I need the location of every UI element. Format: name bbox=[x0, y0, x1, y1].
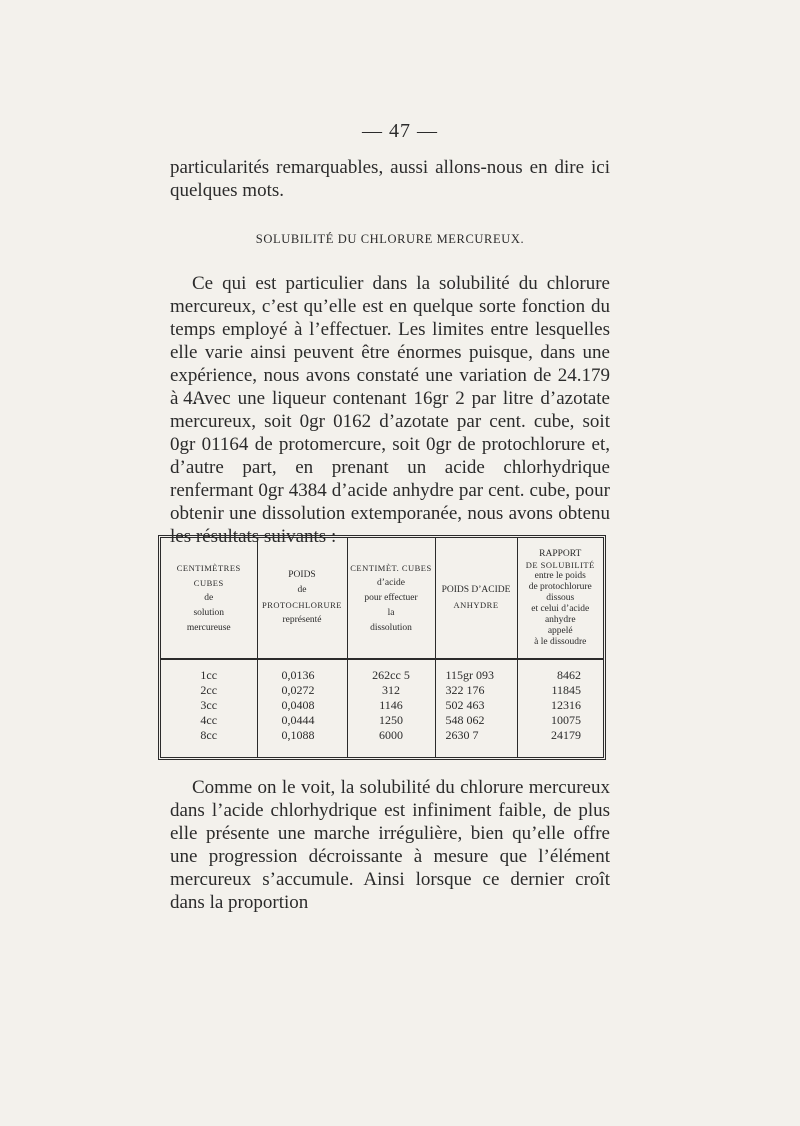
table-cell: 2cc bbox=[200, 683, 218, 697]
table-cell: 115gr 093 bbox=[445, 668, 495, 682]
table-cell: 10075 bbox=[551, 713, 581, 727]
paragraph-experiment: Avec une liqueur contenant 16gr 2 par litre d’azotate mercureux, soit 0gr 0162 d’azotate par cent. cube, soit 0gr 01164 de protomercure, soit 0gr de protochlorure et, d’autre part, en prenant un acide chlorhydrique renfermant 0gr 4384 d’acide anhydre par cent. cube, pour obtenir une dissolution extemporanée, nous avons obtenu les résultats suivants : bbox=[170, 388, 610, 547]
table-cell: 2630 7 bbox=[445, 728, 479, 742]
page-number: — 47 — bbox=[362, 120, 438, 142]
header-acid-weight: POIDS D’ACIDE ANHYDRE bbox=[435, 538, 517, 659]
table-cell: 1146 bbox=[379, 698, 403, 712]
paragraph-solubility: Ce qui est particulier dans la solubilité du chlorure mercureux, c’est qu’elle est en quelque sorte fonction du temps employé à l’effectuer. Les limites entre lesquelles elle varie ainsi peuvent être énormes puisque, dans une expérience, nous avons constaté une variation de 24.179 à 4. bbox=[170, 273, 610, 409]
column-solution-volume bbox=[161, 659, 257, 757]
table-cell: 0,0272 bbox=[281, 683, 315, 697]
header-protochlorure-weight: POIDS de PROTOCHLORURE représenté bbox=[257, 538, 347, 659]
table-cell: 12316 bbox=[551, 698, 581, 712]
table-cell: 6000 bbox=[379, 728, 403, 742]
table-cell: 262cc 5 bbox=[372, 668, 410, 682]
column-protochlorure-weight bbox=[257, 659, 347, 757]
table-cell: 548 062 bbox=[445, 713, 485, 727]
table-cell: 0,0408 bbox=[281, 698, 315, 712]
column-solubility-ratio bbox=[517, 659, 603, 757]
table-cell: 11845 bbox=[551, 683, 581, 697]
table-cell: 502 463 bbox=[445, 698, 485, 712]
table-cell: 0,0444 bbox=[281, 713, 315, 727]
header-acid-volume: CENTIMÈT. CUBES d’acide pour effectuer la dissolution bbox=[347, 538, 435, 659]
table-cell: 3cc bbox=[200, 698, 218, 712]
section-heading: SOLUBILITÉ DU CHLORURE MERCUREUX. bbox=[255, 232, 525, 246]
table-cell: 8cc bbox=[200, 728, 218, 742]
table-cell: 312 bbox=[382, 683, 400, 697]
table-cell: 1250 bbox=[379, 713, 403, 727]
table-cell: 8462 bbox=[557, 668, 581, 682]
paragraph-conclusion: Comme on le voit, la solubilité du chlorure mercureux dans l’acide chlorhydrique est infiniment faible, de plus elle présente une marche irrégulière, bien qu’elle offre une progression décroissante à mesure que l’élément mercureux s’accumule. Ainsi lorsque ce dernier croît dans la proportion bbox=[170, 777, 610, 913]
intro-paragraph: particularités remarquables, aussi allons-nous en dire ici quelques mots. bbox=[170, 157, 610, 201]
header-solution-volume: CENTIMÈTRES CUBES de solution mercureuse bbox=[161, 538, 257, 659]
table-cell: 0,0136 bbox=[281, 668, 315, 682]
column-acid-volume bbox=[347, 659, 435, 757]
column-acid-weight bbox=[435, 659, 517, 757]
table-cell: 4cc bbox=[200, 713, 218, 727]
table-cell: 0,1088 bbox=[281, 728, 315, 742]
results-table bbox=[158, 535, 606, 760]
header-solubility-ratio: RAPPORT DE SOLUBILITÉ entre le poids de protochlorure dissous et celui d’acide anhydre appelé à le dissoudre bbox=[517, 538, 603, 659]
table-cell: 1cc bbox=[200, 668, 218, 682]
table-cell: 322 176 bbox=[445, 683, 485, 697]
table-cell: 24179 bbox=[551, 728, 581, 742]
